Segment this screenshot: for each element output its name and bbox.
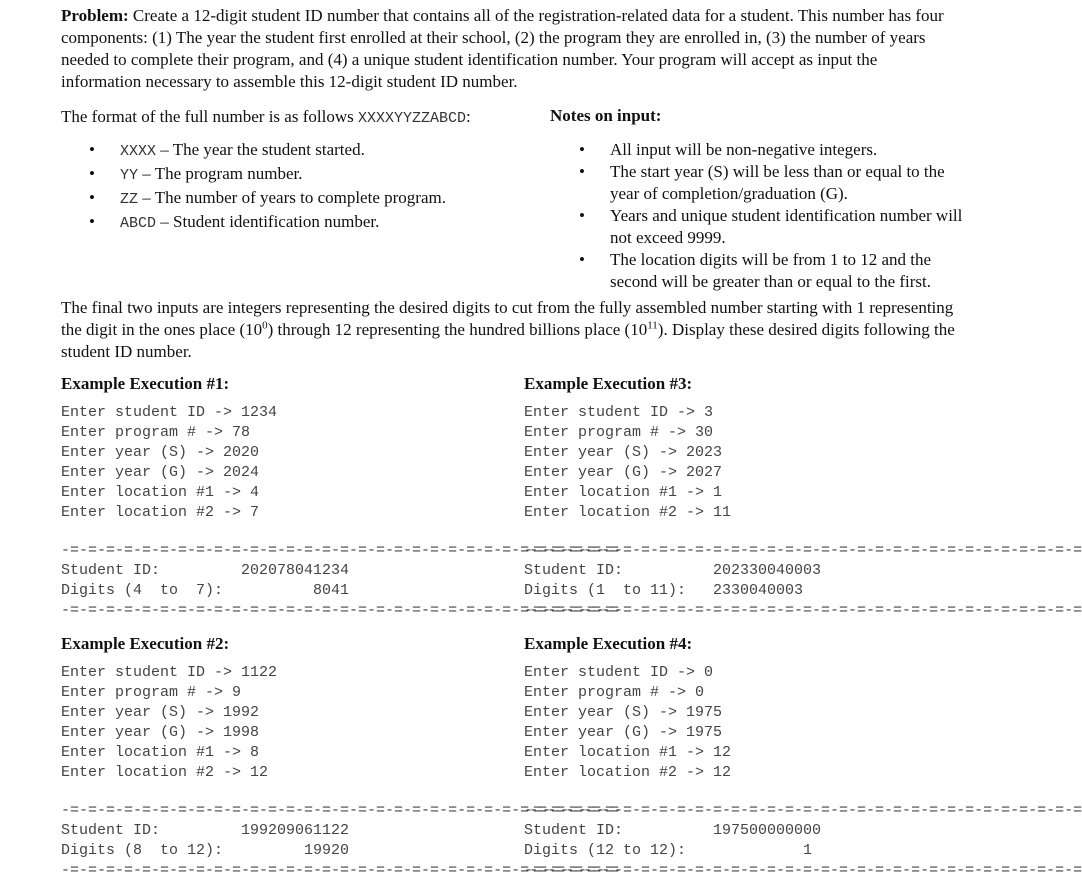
console-input: Enter student ID -> 1234 Enter program # -> 78 Enter year (S) -> 2020 Enter year (G) -> 2024 Enter location #1 -> 4 Enter location #2 -> 7: [61, 404, 278, 521]
note-item: • Years and unique student identification number will not exceed 9999.: [610, 205, 970, 249]
format-item: [120, 163, 540, 187]
format-item: [120, 187, 540, 211]
assignment-document: [61, 5, 1082, 879]
format-item-text: – The program number.: [138, 164, 303, 183]
format-item-text: – The year the student started.: [156, 140, 365, 159]
example-title: Example Execution #2:: [61, 634, 230, 653]
final-sup-2: 11: [647, 319, 658, 332]
console-input: Enter student ID -> 1122 Enter program # -> 9 Enter year (S) -> 1992 Enter year (G) -> 1998 Enter location #1 -> 8 Enter location #2 -> 12: [61, 664, 278, 781]
format-lead: The format of the full number is as follows: [61, 107, 358, 126]
final-text-2: ) through 12 representing the hundred billions place (10: [267, 320, 648, 339]
example-execution-4: [524, 633, 1082, 881]
format-item-code: YY: [120, 167, 139, 184]
example-title: Example Execution #4:: [524, 634, 693, 653]
example-title: Example Execution #3:: [524, 374, 693, 393]
format-item-text: – Student identification number.: [156, 212, 380, 231]
format-item-code: ABCD: [120, 215, 157, 232]
console-output: -=-=-=-=-=-=-=-=-=-=-=-=-=-=-=-=-=-=-=-=-=-=-=-=-=-=-=-=-=-=-= Student ID: 202078041234 Digits (4 to 7): 8041 -=-=-=-=-=-=-=-=-=-=-=-=-=-=-=-=-=-=-=-=-=-=-=-=-=-=-=-=-=-=-=: [61, 542, 620, 619]
final-text-1: The final two inputs are integers representing the desired digits to cut from the fully assembled number starting with 1 representing the digit in the ones place (10: [61, 298, 954, 339]
format-heading: [61, 106, 471, 130]
final-text-3: ). Display these desired digits following the student ID number.: [61, 320, 955, 361]
console-output: -=-=-=-=-=-=-=-=-=-=-=-=-=-=-=-=-=-=-=-=-=-=-=-=-=-=-=-=-=-=-= Student ID: 202330040003 Digits (1 to 11): 2330040003 -=-=-=-=-=-=-=-=-=-=-=-=-=-=-=-=-=-=-=-=-=-=-=-=-=-=-=-=-=-=-=: [524, 542, 1082, 619]
example-execution-3: [524, 373, 1082, 621]
format-list: [120, 139, 540, 235]
format-item: [120, 211, 540, 235]
notes-list: [610, 139, 970, 293]
problem-label: Problem:: [61, 6, 129, 25]
example-title: Example Execution #1:: [61, 374, 230, 393]
note-item: • All input will be non-negative integers.: [610, 139, 970, 161]
problem-statement: [61, 5, 961, 93]
note-item: • The start year (S) will be less than or equal to the year of completion/graduation (G).: [610, 161, 970, 205]
format-code: XXXXYYZZABCD: [357, 110, 466, 127]
console-output: -=-=-=-=-=-=-=-=-=-=-=-=-=-=-=-=-=-=-=-=-=-=-=-=-=-=-=-=-=-=-= Student ID: 199209061122 Digits (8 to 12): 19920 -=-=-=-=-=-=-=-=-=-=-=-=-=-=-=-=-=-=-=-=-=-=-=-=-=-=-=-=-=-=-=: [61, 802, 620, 879]
problem-text: Create a 12-digit student ID number that contains all of the registration-related data for a student. This number has four components: (1) The year the student first enrolled at their school, (2) the program they are enrolled in, (3) the number of years needed to complete their program, and (4) a unique student identification number. Your program will accept as input the information necessary to assemble this 12-digit student ID number.: [61, 6, 944, 91]
format-item-code: XXXX: [120, 143, 157, 160]
format-item-text: – The number of years to complete program.: [138, 188, 446, 207]
notes-title: Notes on input:: [550, 106, 662, 125]
format-item: [120, 139, 540, 163]
final-inputs-paragraph: [61, 297, 961, 363]
format-item-code: ZZ: [120, 191, 139, 208]
format-colon: :: [466, 107, 471, 126]
console-output: -=-=-=-=-=-=-=-=-=-=-=-=-=-=-=-=-=-=-=-=-=-=-=-=-=-=-=-=-=-=-= Student ID: 197500000000 Digits (12 to 12): 1 -=-=-=-=-=-=-=-=-=-=-=-=-=-=-=-=-=-=-=-=-=-=-=-=-=-=-=-=-=-=-=: [524, 802, 1082, 879]
note-item: • The location digits will be from 1 to 12 and the second will be greater than or equal to the first.: [610, 249, 970, 293]
console-input: Enter student ID -> 0 Enter program # -> 0 Enter year (S) -> 1975 Enter year (G) -> 1975 Enter location #1 -> 12 Enter location #2 -> 12: [524, 664, 732, 781]
final-sup-1: 0: [262, 319, 268, 332]
console-input: Enter student ID -> 3 Enter program # -> 30 Enter year (S) -> 2023 Enter year (G) -> 2027 Enter location #1 -> 1 Enter location #2 -> 11: [524, 404, 732, 521]
